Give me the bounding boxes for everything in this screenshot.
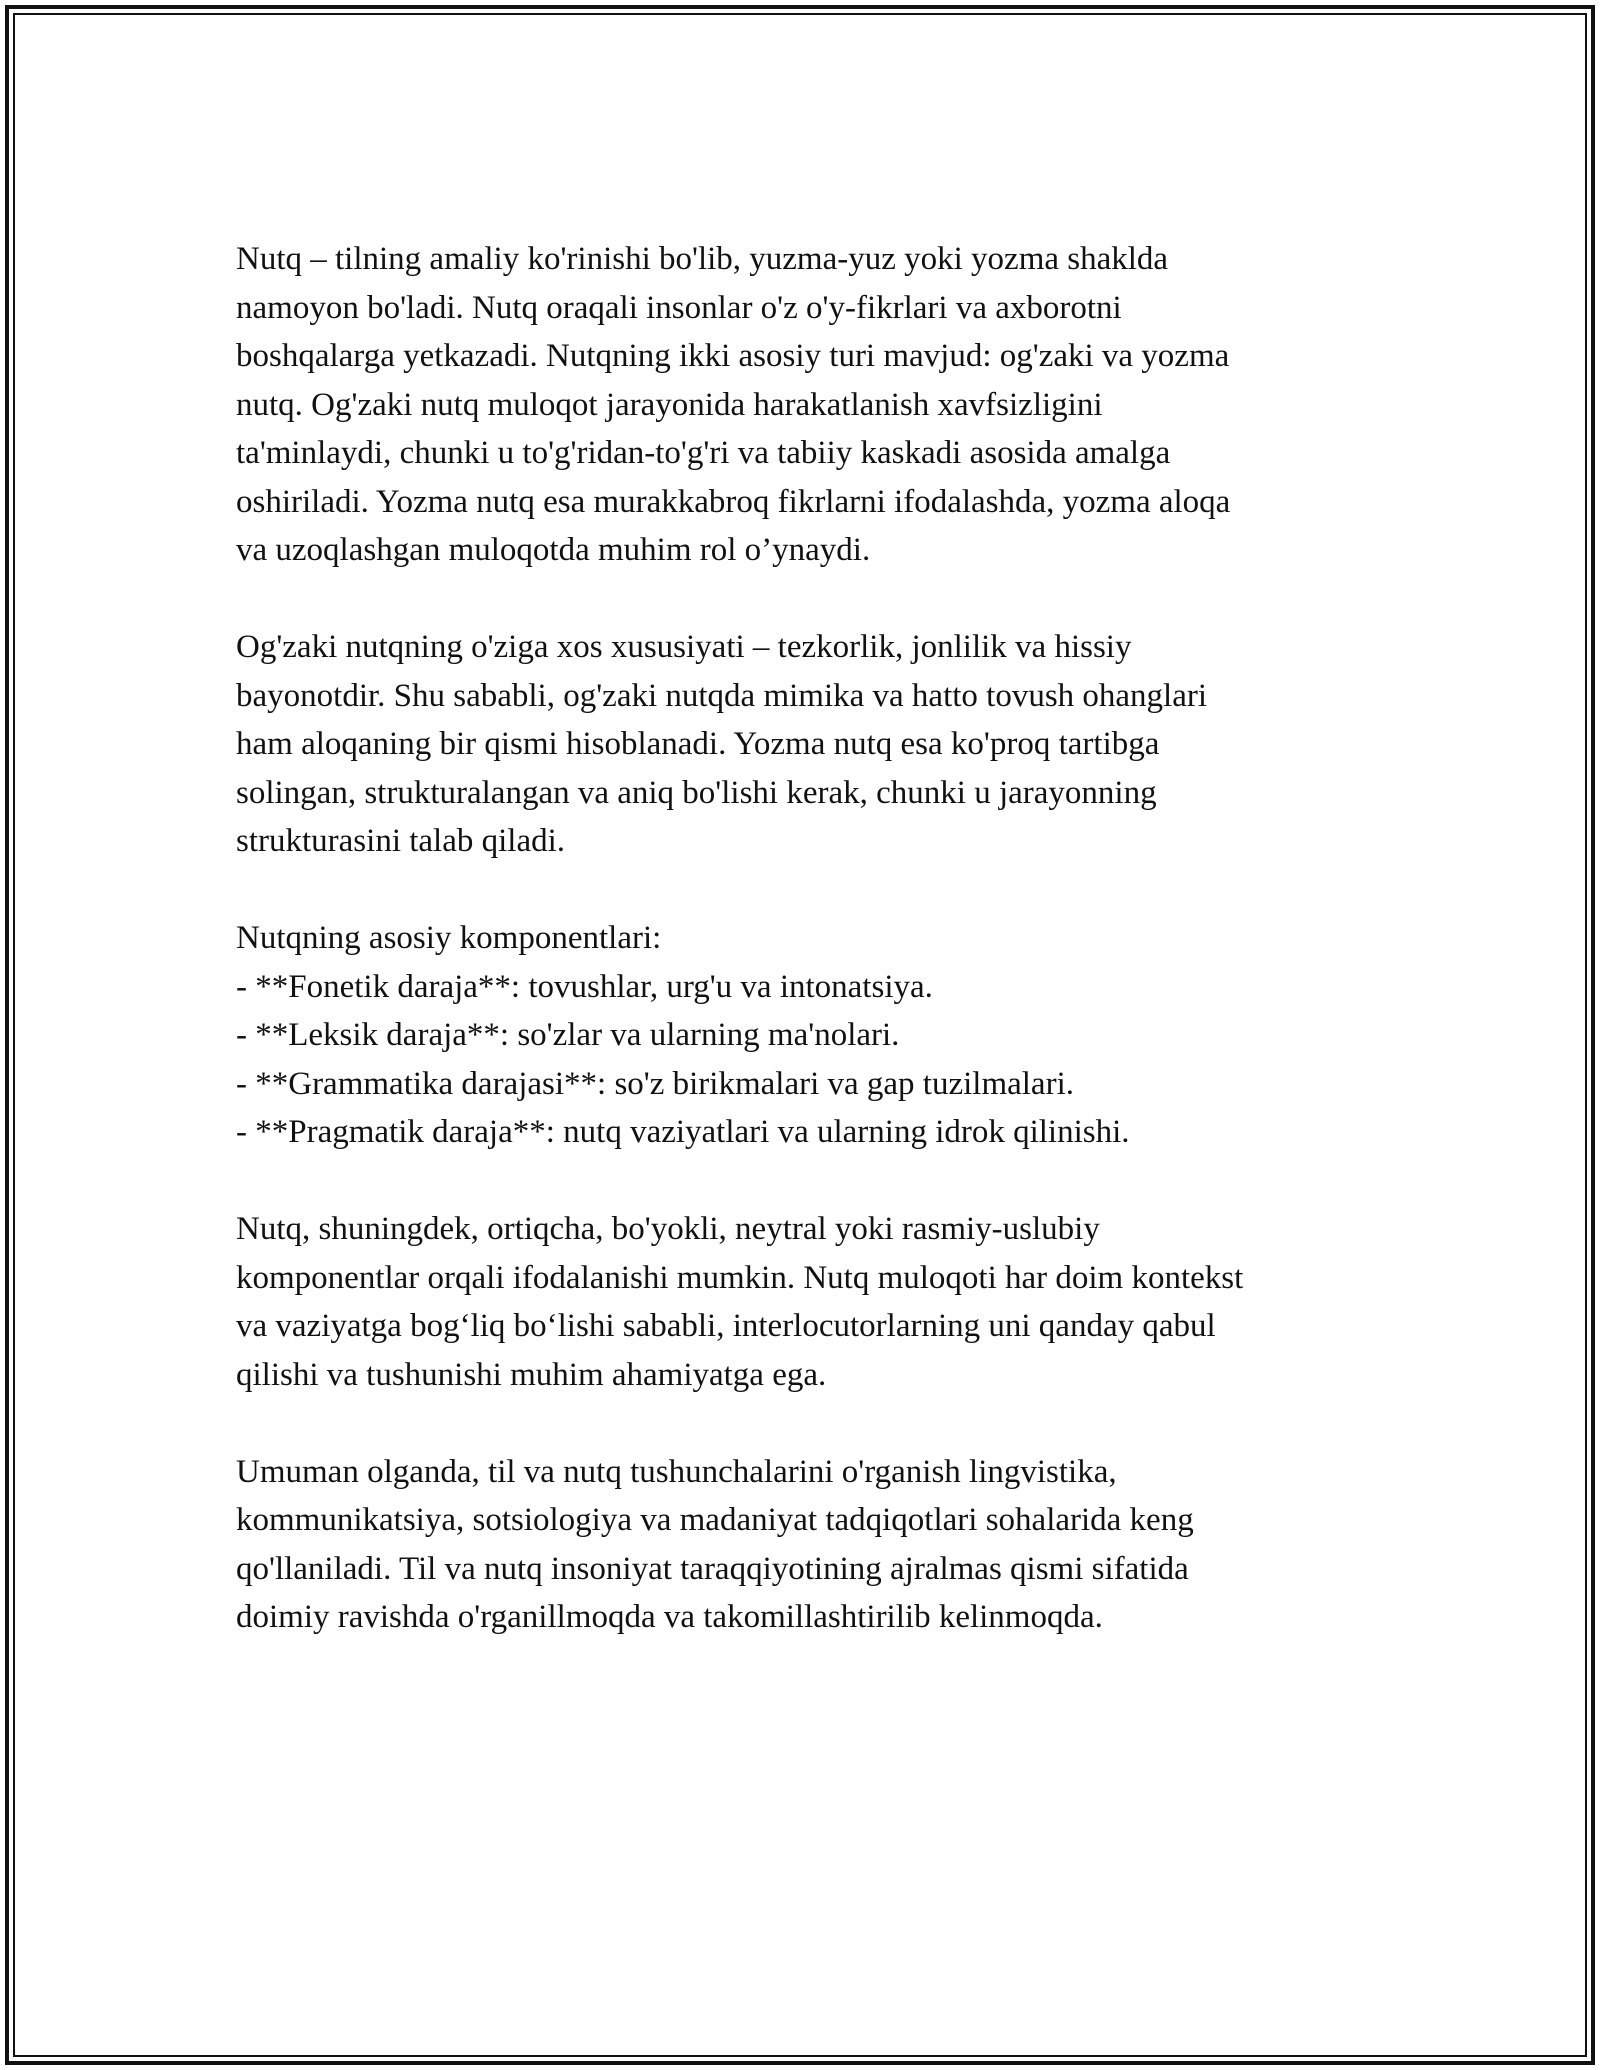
document-body: [236, 235, 1386, 1690]
components-heading: Nutqning asosiy komponentlari:: [236, 920, 662, 956]
paragraph-3: Nutq, shuningdek, ortiqcha, bo'yokli, neytral yoki rasmiy-uslubiy komponentlar orqali ifodalanishi mumkin. Nutq muloqoti har doim kontekst va vaziyatga bog‘liq bo‘lishi sababli, interlocutorlarning uni qanday qabul qilishi va tushunishi muhim ahamiyatga ega.: [236, 1211, 1244, 1393]
list-item: - **Leksik daraja**: so'zlar va ularning ma'nolari.: [236, 1017, 900, 1053]
paragraph-1: Nutq – tilning amaliy ko'rinishi bo'lib, yuzma-yuz yoki yozma shaklda namoyon bo'ladi. Nutq oraqali insonlar o'z o'y-fikrlari va axborotni boshqalarga yetkazadi. Nutqning ikki asosiy turi mavjud: og'zaki va yozma nutq. Og'zaki nutq muloqot jarayonida harakatlanish xavfsizligini ta'minlaydi, chunki u to'g'ridan-to'g'ri va tabiiy kaskadi asosida amalga oshiriladi. Yozma nutq esa murakkabroq fikrlarni ifodalashda, yozma aloqa va uzoqlashgan muloqotda muhim rol o’ynaydi.: [236, 241, 1231, 568]
paragraph-4: Umuman olganda, til va nutq tushunchalarini o'rganish lingvistika, kommunikatsiya, sotsiologiya va madaniyat tadqiqotlari sohalarida keng qo'llaniladi. Til va nutq insoniyat taraqqiyotining ajralmas qismi sifatida doimiy ravishda o'rganillmoqda va takomillashtirilib kelinmoqda.: [236, 1453, 1194, 1635]
list-item: - **Grammatika darajasi**: so'z birikmalari va gap tuzilmalari.: [236, 1065, 1074, 1102]
list-item: - **Pragmatik daraja**: nutq vaziyatlari va ularning idrok qilinishi.: [236, 1114, 1130, 1150]
paragraph-2: Og'zaki nutqning o'ziga xos xususiyati – tezkorlik, jonlilik va hissiy bayonotdir. Shu sababli, og'zaki nutqda mimika va hatto tovush ohanglari ham aloqaning bir qismi hisoblanadi. Yozma nutq esa ko'proq tartibga solingan, strukturalangan va aniq bo'lishi kerak, chunki u jarayonning strukturasini talab qiladi.: [236, 629, 1208, 859]
list-item: - **Fonetik daraja**: tovushlar, urg'u va intonatsiya.: [236, 968, 933, 1005]
components-list: [236, 963, 1386, 1157]
